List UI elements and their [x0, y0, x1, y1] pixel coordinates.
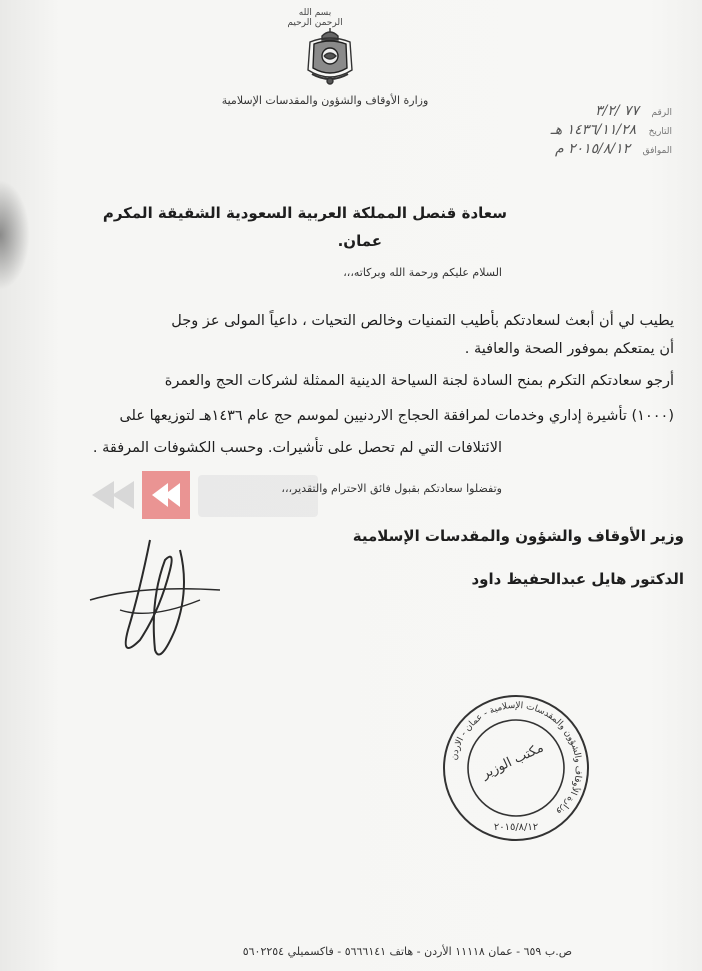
- footer-contact: ص.ب ٦٥٩ - عمان ١١١١٨ الأردن - هاتف ٥٦٦٦١٤١ - فاكسميلي ٥٦٠٢٢٥٤: [242, 945, 572, 958]
- stamp-number-text: ٢٠١٥/٨/١٢: [493, 822, 539, 833]
- body-line-3: أرجو سعادتكم التكرم بمنح السادة لجنة السياحة الدينية الممثلة لشركات الحج والعمرة: [164, 373, 674, 389]
- hijri-date-value: ١٤٣٦/١١/٢٨ هـ: [550, 122, 637, 138]
- gregorian-date-value: ٢٠١٥/٨/١٢ م: [554, 141, 631, 157]
- basmala: بسم الله الرحمن الرحيم: [287, 8, 343, 28]
- handwritten-signature: [80, 530, 230, 670]
- stamp-outer-text: وزارة الأوقاف والشؤون والمقدسات الإسلامية - عمان - الاردن: [449, 700, 584, 817]
- ministry-name: وزارة الأوقاف والشؤون والمقدسات الإسلامية: [221, 94, 429, 107]
- body-line-1: يطيب لي أن أبعث لسعادتكم بأطيب التمنيات وخالص التحيات ، داعياً المولى عز وجل: [171, 313, 674, 329]
- reference-number-label: الرقم: [651, 108, 672, 118]
- signatory-name: الدكتور هايل عبدالحفيظ داود: [471, 570, 684, 588]
- hijri-date-label: التاريخ: [648, 127, 672, 137]
- body-line-4: (١٠٠٠) تأشيرة إداري وخدمات لمرافقة الحجاج الاردنيين لموسم حج عام ١٤٣٦هـ لتوزيعها على: [119, 408, 674, 424]
- reference-number-row: [452, 103, 672, 122]
- watermark-logo: [88, 465, 328, 525]
- gregorian-date-label: الموافق: [642, 146, 672, 156]
- addressee-city: عمان.: [337, 232, 382, 250]
- scan-shadow: [0, 180, 30, 290]
- body-line-5: الائتلافات التي لم تحصل على تأشيرات. وحسب الكشوفات المرفقة .: [92, 440, 502, 456]
- stamp-inner-text: مكتب الوزير: [479, 740, 547, 783]
- hijri-date-row: [452, 122, 672, 141]
- jordan-coat-of-arms-emblem: [300, 26, 360, 88]
- reference-number-value: ٧٧ /٣/٢: [595, 103, 640, 119]
- signatory-title: وزير الأوقاف والشؤون والمقدسات الإسلامية: [352, 527, 684, 545]
- gregorian-date-row: [452, 141, 672, 160]
- greeting: السلام عليكم ورحمة الله وبركاته،،،: [343, 266, 502, 279]
- addressee-title: سعادة قنصل المملكة العربية السعودية الشقيقة المكرم: [102, 204, 507, 222]
- closing-line: وتفضلوا سعادتكم بقبول فائق الاحترام والتقدير،،،: [281, 482, 502, 495]
- body-line-2: أن يمتعكم بموفور الصحة والعافية .: [464, 341, 674, 357]
- official-ministry-stamp: [440, 692, 592, 844]
- reference-block: [452, 103, 672, 160]
